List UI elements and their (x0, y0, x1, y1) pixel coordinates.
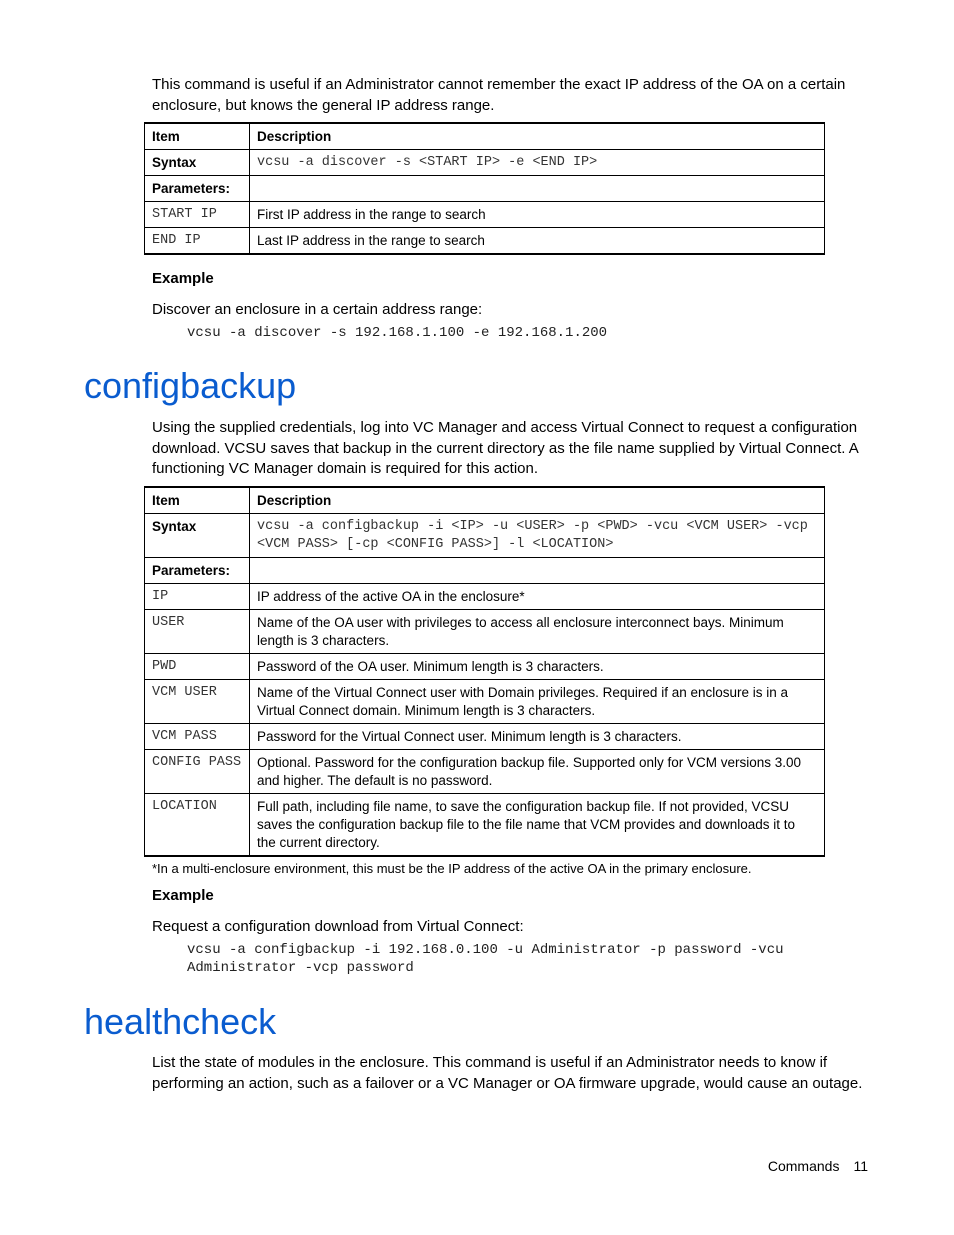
param-description: Password for the Virtual Connect user. Minimum length is 3 characters. (250, 724, 825, 750)
param-description: Last IP address in the range to search (250, 228, 825, 255)
healthcheck-intro: List the state of modules in the enclosure. This command is useful if an Administrator needs to know if performing an action, such as a failover or a VC Manager or OA firmware upgrade, would cause an outage. (152, 1054, 863, 1092)
syntax-row (145, 150, 825, 176)
param-name: VCM PASS (145, 724, 250, 750)
parameters-empty-cell (250, 558, 825, 584)
syntax-label: Syntax (145, 150, 250, 176)
parameters-label: Parameters: (145, 558, 250, 584)
syntax-label: Syntax (145, 514, 250, 558)
syntax-value: vcsu -a discover -s <START IP> -e <END IP> (250, 150, 825, 176)
param-description: Full path, including file name, to save the configuration backup file. If not provided, VCSU saves the configuration backup file to the file name that VCM provides and downloads it to the current directory. (250, 794, 825, 857)
example-description: Discover an enclosure in a certain address range: (152, 301, 483, 318)
param-description: Password of the OA user. Minimum length is 3 characters. (250, 654, 825, 680)
param-name: PWD (145, 654, 250, 680)
param-name: END IP (145, 228, 250, 255)
intro-paragraph: This command is useful if an Administrator cannot remember the exact IP address of the OA on a certain enclosure, but knows the general IP address range. (152, 76, 846, 114)
discover-parameters-table (144, 122, 825, 255)
param-name: CONFIG PASS (145, 750, 250, 794)
example-heading: Example (152, 270, 214, 287)
param-description: First IP address in the range to search (250, 202, 825, 228)
table-row (145, 654, 825, 680)
table-row (145, 750, 825, 794)
param-description: Optional. Password for the configuration backup file. Supported only for VCM versions 3.00 and higher. The default is no password. (250, 750, 825, 794)
param-name: LOCATION (145, 794, 250, 857)
footer-section-name: Commands (767, 1158, 840, 1174)
param-description: Name of the Virtual Connect user with Domain privileges. Required if an enclosure is in a Virtual Connect domain. Minimum length is 3 characters. (250, 680, 825, 724)
param-name: IP (145, 584, 250, 610)
table-row (145, 584, 825, 610)
table-row (145, 794, 825, 857)
syntax-value: vcsu -a configbackup -i <IP> -u <USER> -p <PWD> -vcu <VCM USER> -vcp <VCM PASS> [-cp <CONFIG PASS>] -l <LOCATION> (250, 514, 825, 558)
parameters-label: Parameters: (145, 176, 250, 202)
param-name: START IP (145, 202, 250, 228)
param-description: Name of the OA user with privileges to access all enclosure interconnect bays. Minimum length is 3 characters. (250, 610, 825, 654)
configbackup-parameters-table (144, 486, 825, 857)
table-row (145, 228, 825, 255)
param-name: USER (145, 610, 250, 654)
table-header-row (145, 487, 825, 514)
example-heading: Example (152, 887, 214, 904)
example-code-line-1: vcsu -a configbackup -i 192.168.0.100 -u Administrator -p password -vcu (187, 942, 784, 958)
parameters-row (145, 176, 825, 202)
param-name: VCM USER (145, 680, 250, 724)
parameters-row (145, 558, 825, 584)
page-footer (768, 1158, 868, 1174)
header-item: Item (145, 123, 250, 150)
section-title-healthcheck: healthcheck (84, 1001, 277, 1042)
header-description: Description (250, 487, 825, 514)
example-code-line-2: Administrator -vcp password (187, 960, 414, 976)
configbackup-intro: Using the supplied credentials, log into VC Manager and access Virtual Connect to request a configuration download. VCSU saves that backup in the current directory as the file name supplied by Virtual Connect. A functioning VC Manager domain is required for this action. (152, 419, 858, 477)
table-row (145, 680, 825, 724)
table-row (145, 724, 825, 750)
param-description: IP address of the active OA in the enclosure* (250, 584, 825, 610)
page-number: 11 (853, 1158, 868, 1174)
example-code: vcsu -a discover -s 192.168.1.100 -e 192.168.1.200 (187, 325, 608, 341)
header-description: Description (250, 123, 825, 150)
example-description: Request a configuration download from Virtual Connect: (152, 918, 524, 935)
table-footnote: *In a multi-enclosure environment, this must be the IP address of the active OA in the primary enclosure. (152, 861, 752, 876)
section-title-configbackup: configbackup (84, 365, 297, 406)
table-row (145, 610, 825, 654)
table-header-row (145, 123, 825, 150)
parameters-empty-cell (250, 176, 825, 202)
syntax-row (145, 514, 825, 558)
table-row (145, 202, 825, 228)
header-item: Item (145, 487, 250, 514)
